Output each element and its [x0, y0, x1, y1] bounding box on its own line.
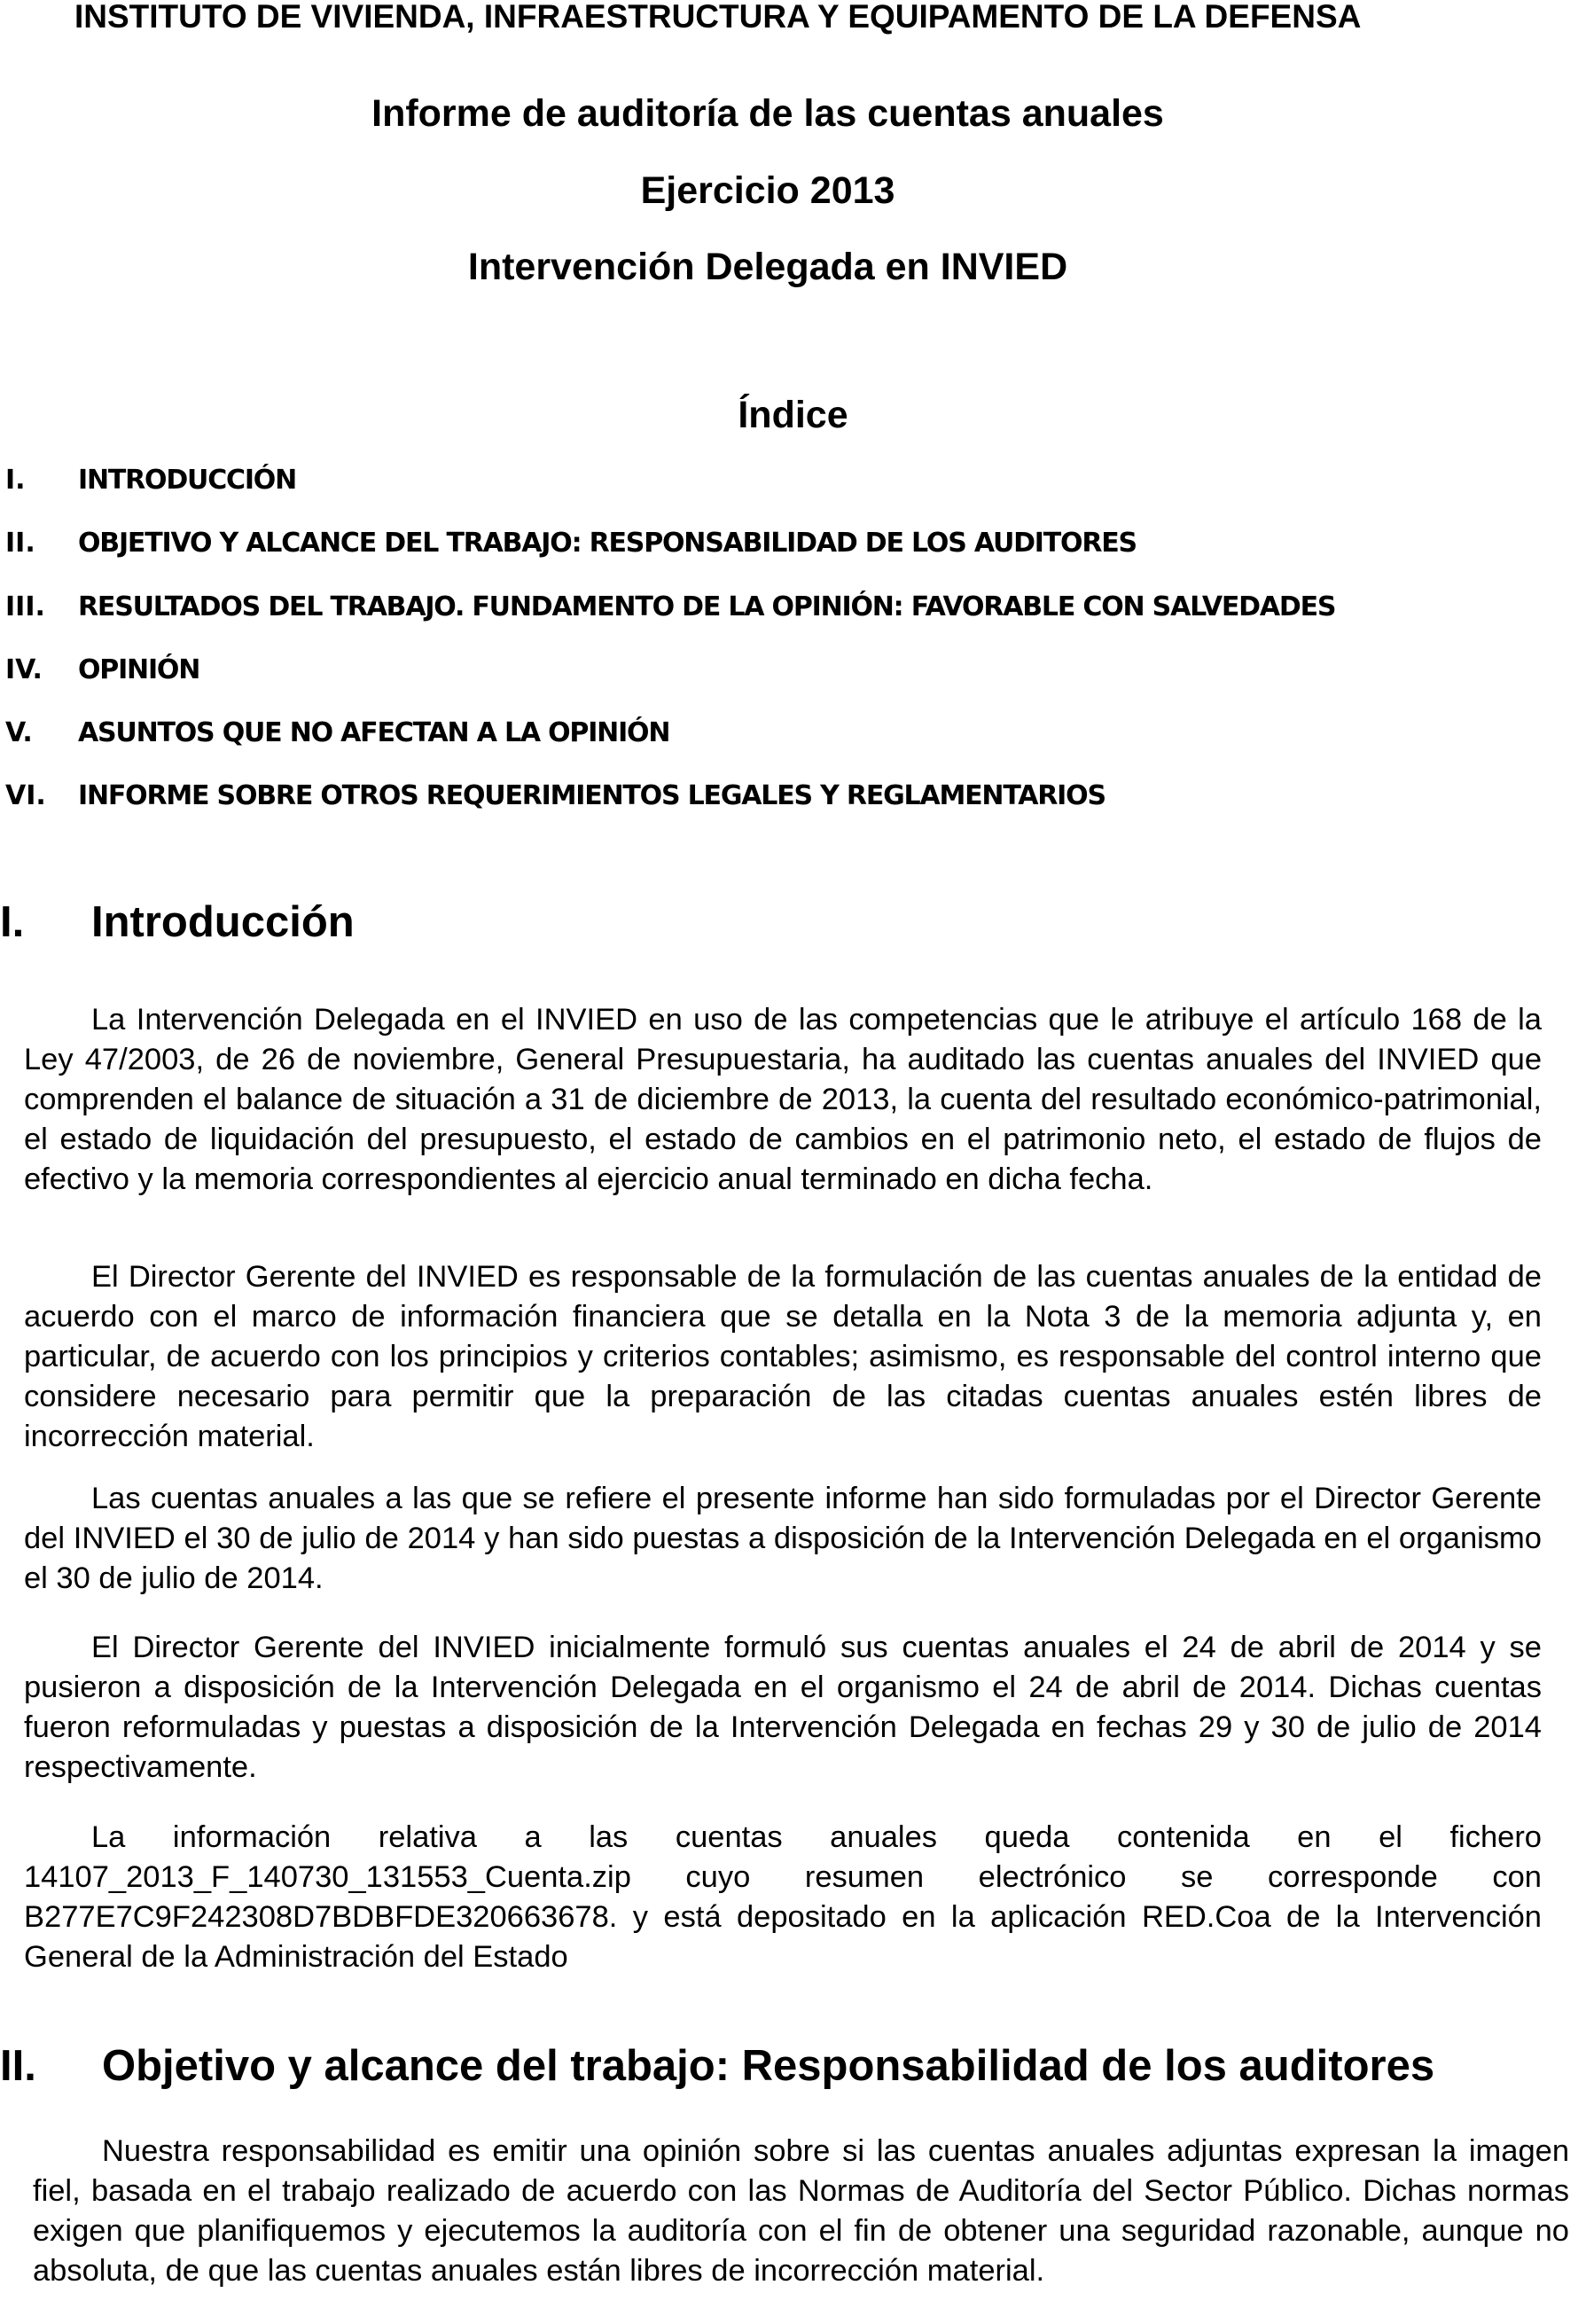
toc-item-label: INTRODUCCIÓN	[78, 465, 297, 496]
paragraph: La información relativa a las cuentas anuales queda contenida en el fichero 14107_2013_F_140730_131553_Cuenta.zip cuyo resumen electrónico se corresponde con B277E7C9F242308D7BDBFDE320663678. y está depositado en la aplicación RED.Coa de la Intervención General de la Administración del Estado	[24, 1820, 1542, 1974]
toc-item-objetivo[interactable]	[0, 524, 1586, 563]
paragraph: Las cuentas anuales a las que se refiere el presente informe han sido formuladas por el Director Gerente del INVIED el 30 de julio de 2014 y han sido puestas a disposición de la Intervención Delegada en el organismo el 30 de julio de 2014.	[24, 1482, 1542, 1595]
index-heading: Índice	[738, 394, 848, 436]
toc-item-label: OPINIÓN	[78, 654, 200, 685]
paragraph: La Intervención Delegada en el INVIED en uso de las competencias que le atribuye el artículo 168 de la Ley 47/2003, de 26 de noviembre, General Presupuestaria, ha auditado las cuentas anuales del INVIED que comprenden el balance de situación a 31 de diciembre de 2013, la cuenta del resultado económico-patrimonial, el estado de liquidación del presupuesto, el estado de cambios en el patrimonio neto, el estado de flujos de efectivo y la memoria correspondientes al ejercicio anual terminado en dicha fecha.	[24, 1003, 1542, 1196]
toc-item-asuntos[interactable]	[0, 714, 1586, 753]
paragraph: El Director Gerente del INVIED inicialmente formuló sus cuentas anuales el 24 de abril de 2014 y se pusieron a disposición de la Intervención Delegada en el organismo el 24 de abril de 2014. Dichas cuentas fueron reformuladas y puestas a disposición de la Intervención Delegada en fechas 29 y 30 de julio de 2014 respectivamente.	[24, 1631, 1542, 1784]
toc-item-resultados[interactable]	[0, 588, 1586, 627]
toc-item-number: I.	[5, 465, 26, 496]
toc-item-label: INFORME SOBRE OTROS REQUERIMIENTOS LEGALES Y REGLAMENTARIOS	[78, 780, 1106, 811]
toc-item-label: OBJETIVO Y ALCANCE DEL TRABAJO: RESPONSABILIDAD DE LOS AUDITORES	[78, 528, 1137, 559]
toc-item-informe[interactable]	[0, 777, 1586, 816]
toc-item-number: VI.	[5, 780, 46, 811]
toc-item-number: IV.	[5, 654, 43, 685]
section-title: Introducción	[91, 898, 355, 946]
section-heading-objetivo	[0, 2039, 1586, 2093]
exercise-year: Ejercicio 2013	[640, 169, 895, 212]
organization-name: INSTITUTO DE VIVIENDA, INFRAESTRUCTURA Y EQUIPAMENTO DE LA DEFENSA	[74, 0, 1362, 35]
report-title: Informe de auditoría de las cuentas anuales	[371, 92, 1164, 135]
toc-item-number: III.	[5, 591, 45, 622]
section-number: I.	[0, 898, 25, 946]
section-title: Objetivo y alcance del trabajo: Responsabilidad de los auditores	[102, 2042, 1435, 2090]
paragraph: Nuestra responsabilidad es emitir una opinión sobre si las cuentas anuales adjuntas expresan la imagen fiel, basada en el trabajo realizado de acuerdo con las Normas de Auditoría del Sector Público. Dichas normas exigen que planifiquemos y ejecutemos la auditoría con el fin de obtener una seguridad razonable, aunque no absoluta, de que las cuentas anuales están libres de incorrección material.	[33, 2134, 1569, 2288]
toc-item-opinion[interactable]	[0, 651, 1586, 690]
auditor-name: Intervención Delegada en INVIED	[467, 246, 1068, 288]
toc-item-label: ASUNTOS QUE NO AFECTAN A LA OPINIÓN	[78, 717, 670, 748]
toc-item-number: V.	[5, 717, 33, 748]
toc-item-number: II.	[5, 528, 35, 559]
toc-item-label: RESULTADOS DEL TRABAJO. FUNDAMENTO DE LA OPINIÓN: FAVORABLE CON SALVEDADES	[78, 591, 1336, 622]
section-number: II.	[0, 2042, 36, 2090]
paragraph: El Director Gerente del INVIED es responsable de la formulación de las cuentas anuales de la entidad de acuerdo con el marco de información financiera que se detalla en la Nota 3 de la memoria adjunta y, en particular, de acuerdo con los principios y criterios contables; asimismo, es responsable del control interno que considere necesario para permitir que la preparación de las citadas cuentas anuales estén libres de incorrección material.	[24, 1260, 1542, 1453]
section-heading-introduccion	[0, 896, 1586, 949]
toc-item-introduccion[interactable]	[0, 461, 1586, 500]
